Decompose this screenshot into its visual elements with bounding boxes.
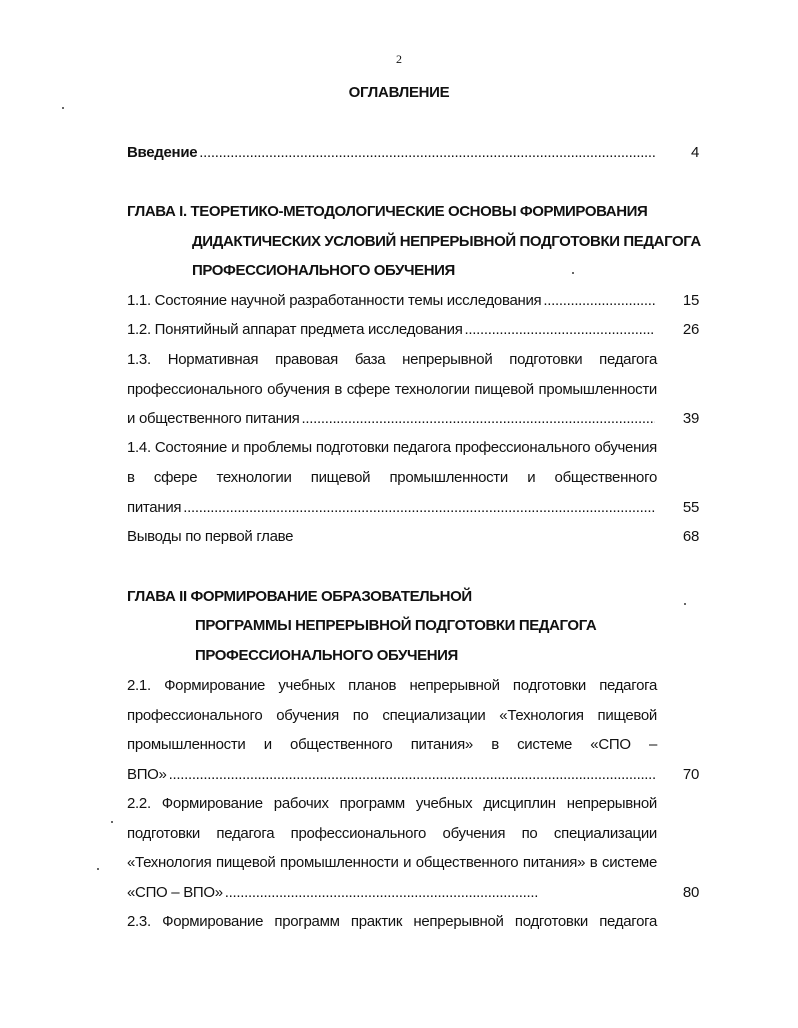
toc-entry-2-1-line4 <box>127 764 699 786</box>
dot-leader <box>169 764 655 786</box>
toc-entry-1-3-line3 <box>127 408 699 430</box>
chapter1-heading-line1: ГЛАВА I. ТЕОРЕТИКО-МЕТОДОЛОГИЧЕСКИЕ ОСНОВЫ ФОРМИРОВАНИЯ <box>127 203 648 220</box>
toc-entry-2-1-line1: 2.1. Формирование учебных планов непрерывной подготовки педагога <box>127 677 657 694</box>
toc-entry-text: Выводы по первой главе <box>127 528 294 545</box>
dot-leader <box>543 290 655 312</box>
chapter2-heading-line2: ПРОГРАММЫ НЕПРЕРЫВНОЙ ПОДГОТОВКИ ПЕДАГОГА <box>195 617 597 634</box>
toc-entry-conclusions <box>127 526 699 548</box>
toc-entry-1-4-line1: 1.4. Состояние и проблемы подготовки педагога профессионального обучения <box>127 439 657 456</box>
toc-entry-2-3-line1: 2.3. Формирование программ практик непрерывной подготовки педагога <box>127 913 657 930</box>
scan-speck <box>62 107 64 109</box>
toc-entry-text: ВПО» <box>127 766 167 783</box>
chapter2-heading-line1: ГЛАВА II ФОРМИРОВАНИЕ ОБРАЗОВАТЕЛЬНОЙ <box>127 588 472 605</box>
toc-entry-1-4-line2: в сфере технологии пищевой промышленности и общественного <box>127 469 657 486</box>
toc-entry-text: 1.2. Понятийный аппарат предмета исследования <box>127 321 463 338</box>
dot-leader <box>465 319 655 341</box>
dot-leader <box>199 142 655 164</box>
scan-speck <box>111 821 113 823</box>
toc-entry-1-3-line2: профессионального обучения в сфере технологии пищевой промышленности <box>127 381 657 398</box>
toc-entry-text: 1.1. Состояние научной разработанности темы исследования <box>127 292 542 309</box>
toc-entry-page: 68 <box>682 528 699 545</box>
toc-entry-text: «СПО – ВПО» <box>127 884 223 901</box>
toc-entry-2-1-line2: профессионального обучения по специализации «Технология пищевой <box>127 707 657 724</box>
toc-entry-1-3-line1: 1.3. Нормативная правовая база непрерывной подготовки педагога <box>127 351 657 368</box>
toc-entry-2-2-line2: подготовки педагога профессионального обучения по специализации <box>127 825 657 842</box>
toc-entry-1-2 <box>127 319 699 341</box>
toc-entry-1-1 <box>127 290 699 312</box>
toc-entry-page: 39 <box>682 410 699 427</box>
toc-entry-2-2-line3: «Технология пищевой промышленности и общественного питания» в системе <box>127 854 657 871</box>
dot-leader <box>302 408 656 430</box>
toc-entry-page: 55 <box>682 499 699 516</box>
toc-entry-2-2-line4 <box>127 882 699 904</box>
chapter1-heading-line2: ДИДАКТИЧЕСКИХ УСЛОВИЙ НЕПРЕРЫВНОЙ ПОДГОТОВКИ ПЕДАГОГА <box>192 233 701 250</box>
toc-entry-text: и общественного питания <box>127 410 300 427</box>
toc-entry-intro <box>127 142 699 164</box>
chapter1-heading-line3: ПРОФЕССИОНАЛЬНОГО ОБУЧЕНИЯ <box>192 262 455 279</box>
scan-speck <box>684 603 686 605</box>
toc-entry-1-4-line3 <box>127 497 699 519</box>
toc-entry-label: Введение <box>127 144 198 161</box>
toc-entry-page: 26 <box>682 321 699 338</box>
dot-leader <box>183 497 655 519</box>
toc-entry-page: 70 <box>682 766 699 783</box>
toc-title: ОГЛАВЛЕНИЕ <box>348 84 450 101</box>
page-number: 2 <box>396 52 402 66</box>
toc-entry-2-2-line1: 2.2. Формирование рабочих программ учебных дисциплин непрерывной <box>127 795 657 812</box>
scan-speck <box>572 272 574 274</box>
toc-entry-page: 80 <box>682 884 699 901</box>
chapter2-heading-line3: ПРОФЕССИОНАЛЬНОГО ОБУЧЕНИЯ <box>195 647 458 664</box>
toc-entry-page: 15 <box>682 292 699 309</box>
scan-speck <box>97 868 99 870</box>
toc-entry-text: питания <box>127 499 182 516</box>
dot-leader <box>225 882 539 904</box>
toc-entry-2-1-line3: промышленности и общественного питания» в системе «СПО – <box>127 736 657 753</box>
toc-entry-page: 4 <box>690 144 699 161</box>
